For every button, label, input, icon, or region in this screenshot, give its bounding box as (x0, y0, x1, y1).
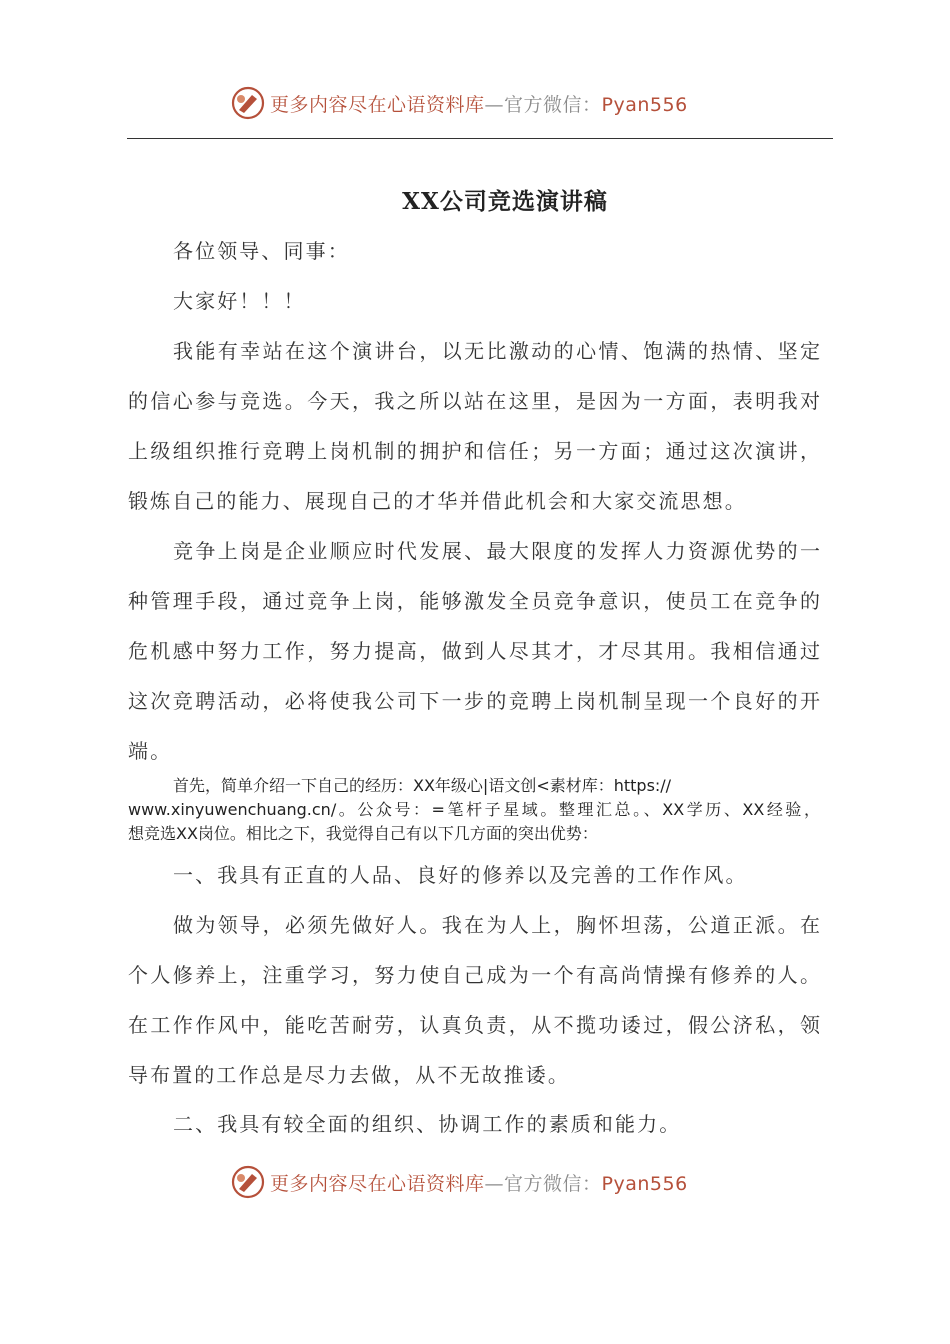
paragraph-line: 这次竞聘活动，必将使我公司下一步的竞聘上岗机制呈现一个良好的开 (128, 689, 820, 713)
paragraph-line: www.xinyuwenchuang.cn/。公众号：=笔杆子星域。整理汇总。、XX学历、XX经验， (128, 800, 820, 819)
paragraph-line: 在工作作风中，能吃苦耐劳，认真负责，从不揽功诿过，假公济私，领 (128, 1013, 820, 1037)
paragraph-line: 上级组织推行竞聘上岗机制的拥护和信任；另一方面；通过这次演讲， (128, 439, 820, 463)
paragraph-line: 大家好！！！ (173, 289, 306, 313)
pen-logo-icon (230, 1164, 266, 1200)
banner-text: 更多内容尽在心语资料库—官方微信：Pyan556 (270, 94, 688, 116)
header-divider (127, 138, 833, 139)
paragraph-line: 危机感中努力工作，努力提高，做到人尽其才，才尽其用。我相信通过 (128, 639, 820, 663)
section-heading: 二、我具有较全面的组织、协调工作的素质和能力。 (173, 1112, 682, 1136)
paragraph-line: 想竞选XX岗位。相比之下，我觉得自己有以下几方面的突出优势： (128, 824, 598, 843)
paragraph-line: 锻炼自己的能力、展现自己的才华并借此机会和大家交流思想。 (128, 489, 747, 513)
document-title: XX公司竞选演讲稿 (402, 188, 608, 215)
paragraph-line: 个人修养上，注重学习，努力使自己成为一个有高尚情操有修养的人。 (128, 963, 820, 987)
paragraph-line: 导布置的工作总是尽力去做，从不无故推诿。 (128, 1063, 570, 1087)
paragraph-line: 端。 (128, 739, 173, 763)
paragraph-line: 首先，简单介绍一下自己的经历：XX年级心|语文创<素材库：https:// (173, 776, 672, 795)
footer-banner (0, 1162, 950, 1202)
banner-text: 更多内容尽在心语资料库—官方微信：Pyan556 (270, 1173, 688, 1195)
paragraph-line: 做为领导，必须先做好人。我在为人上，胸怀坦荡，公道正派。在 (173, 913, 820, 937)
section-heading: 一、我具有正直的人品、良好的修养以及完善的工作作风。 (173, 863, 748, 887)
paragraph-line: 各位领导、同事： (173, 239, 350, 263)
paragraph-line: 我能有幸站在这个演讲台，以无比激动的心情、饱满的热情、坚定 (173, 339, 820, 363)
pen-logo-icon (230, 85, 266, 121)
paragraph-line: 竞争上岗是企业顺应时代发展、最大限度的发挥人力资源优势的一 (173, 539, 820, 563)
paragraph-line: 种管理手段，通过竞争上岗，能够激发全员竞争意识，使员工在竞争的 (128, 589, 820, 613)
paragraph-line: 的信心参与竞选。今天，我之所以站在这里，是因为一方面，表明我对 (128, 389, 820, 413)
header-banner (0, 83, 950, 123)
